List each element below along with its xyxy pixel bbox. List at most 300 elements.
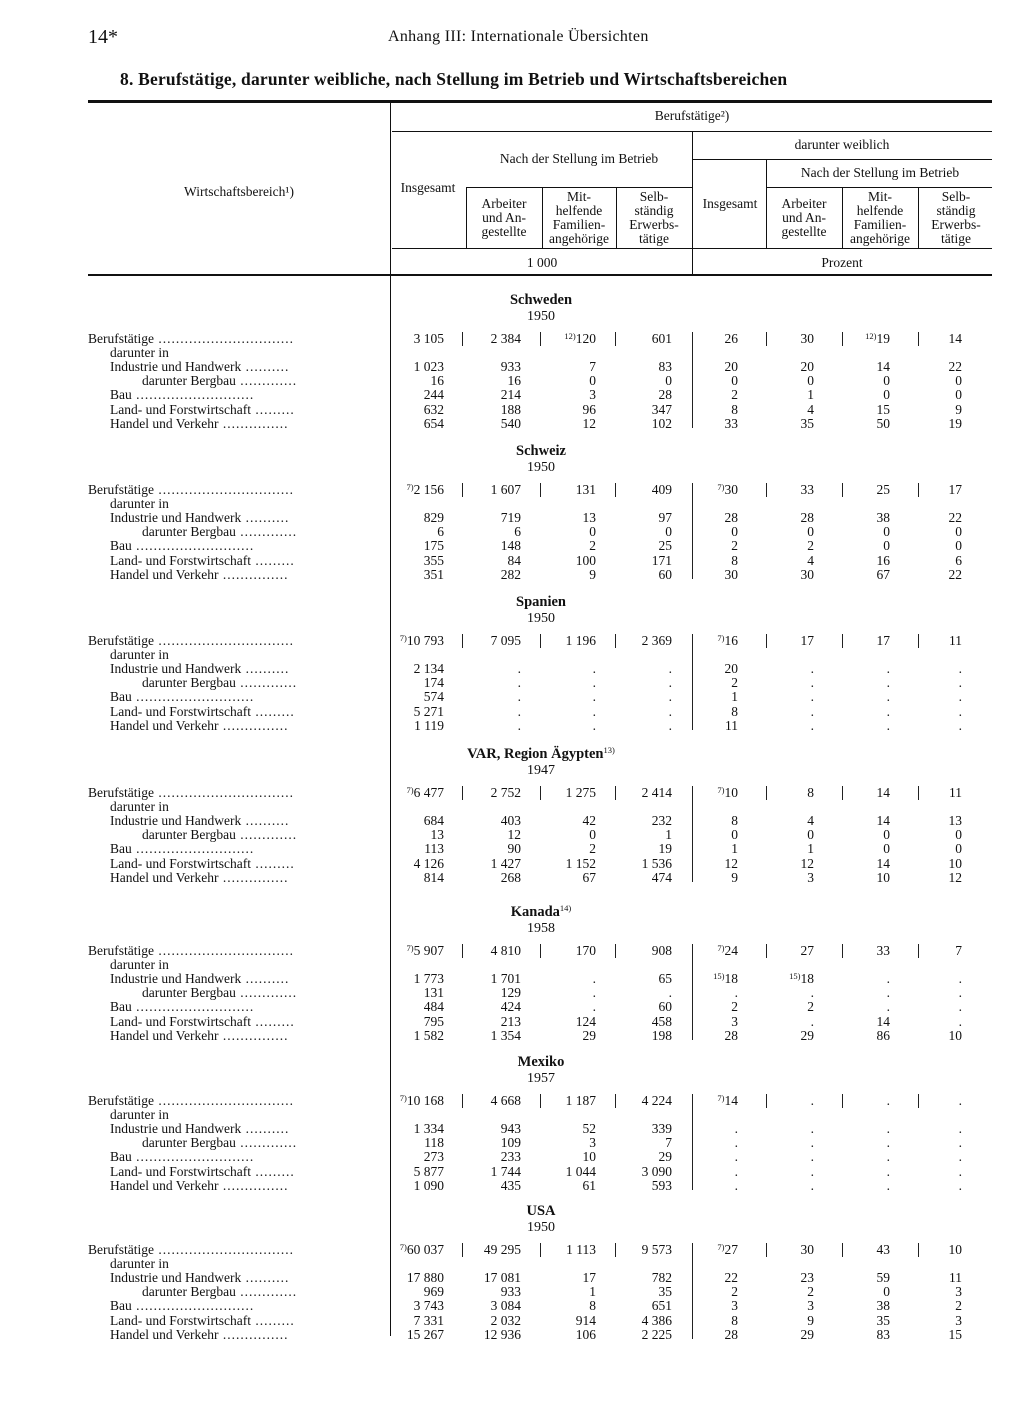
header-w-nach-stellung: Nach der Stellung im Betrieb	[800, 165, 960, 180]
cell-value: 2 752	[490, 785, 521, 800]
cell-value: .	[592, 971, 596, 987]
table-cell	[810, 525, 890, 539]
row-label-text: Handel und Verkehr	[110, 415, 219, 431]
table-cell	[516, 1094, 596, 1108]
table-cell	[658, 1136, 738, 1150]
table-cell	[441, 857, 521, 871]
cell-value: 25	[658, 538, 672, 554]
table-cell	[364, 1299, 444, 1313]
cell-value: .	[592, 717, 596, 733]
cell-value: 8	[731, 401, 738, 417]
cell-value: .	[958, 1135, 962, 1151]
row-label-text: Bau	[110, 841, 132, 857]
cell-value: 11	[949, 785, 962, 800]
cell-value: 35	[658, 1284, 672, 1300]
cell-value: 484	[423, 999, 444, 1015]
cell-value: .	[810, 1135, 814, 1151]
row-label-text: Land- und Forstwirtschaft	[110, 552, 251, 568]
table-cell	[658, 525, 738, 539]
table-cell	[441, 690, 521, 704]
table-cell	[882, 403, 962, 417]
table-cell	[516, 634, 596, 648]
leader-dots: ..........	[241, 510, 290, 526]
row-label-text: darunter in	[110, 957, 169, 973]
cell-value: .	[668, 985, 672, 1001]
cell-value: 11	[949, 633, 962, 648]
cell-value: 12 936	[483, 1326, 521, 1342]
table-cell	[810, 705, 890, 719]
table-cell	[441, 662, 521, 676]
table-cell	[516, 871, 596, 885]
cell-value: 16	[876, 552, 890, 568]
cell-value: 15	[948, 1326, 962, 1342]
table-cell	[734, 374, 814, 388]
table-cell	[658, 568, 738, 582]
cell-value: 4	[807, 813, 814, 829]
table-cell	[364, 1243, 444, 1257]
cell-value: 943	[500, 1121, 521, 1137]
cell-value: 43	[876, 1242, 890, 1257]
table-cell	[734, 986, 814, 1000]
cell-value: 474	[651, 869, 672, 885]
table-cell	[364, 814, 444, 828]
cell-value: .	[886, 1121, 890, 1137]
cell-value: 11	[725, 717, 738, 733]
header-rule-pos-top	[466, 187, 692, 188]
table-cell	[882, 1122, 962, 1136]
row-label-text: Berufstätige	[88, 1093, 154, 1108]
cell-value: 3	[807, 869, 814, 885]
section-year: 1958	[527, 921, 555, 936]
table-cell	[441, 1243, 521, 1257]
table-cell	[364, 786, 444, 800]
cell-value: 129	[500, 985, 521, 1001]
header-w-insgesamt: Insgesamt	[702, 196, 758, 211]
header-selbst-line: tätige	[639, 231, 669, 246]
cell-value: 6	[437, 524, 444, 540]
cell-value: .	[958, 1149, 962, 1165]
cell-value: .	[592, 985, 596, 1001]
table-cell	[734, 676, 814, 690]
cell-value: 1 427	[490, 855, 521, 871]
cell-value: 23	[800, 1270, 814, 1286]
table-cell	[810, 554, 890, 568]
section-country: Spanien	[516, 594, 566, 610]
cell-value: 28	[724, 1326, 738, 1342]
section-country: Mexiko	[517, 1054, 565, 1070]
cell-value: 2	[589, 841, 596, 857]
table-cell	[882, 786, 962, 800]
table-cell	[882, 388, 962, 402]
row-label-text: darunter in	[110, 496, 169, 512]
table-cell	[810, 871, 890, 885]
footnote-ref: 7)	[399, 1093, 407, 1103]
leader-dots: .........	[250, 1013, 295, 1029]
header-rule-women-sub	[692, 159, 992, 160]
leader-dots: ...........................	[131, 1298, 255, 1314]
leader-dots: .............	[235, 524, 298, 540]
table-cell	[658, 944, 738, 958]
table-cell	[810, 1029, 890, 1043]
cell-value: 12	[582, 415, 596, 431]
table-cell	[734, 662, 814, 676]
cell-value: 106	[575, 1326, 596, 1342]
cell-value: 403	[500, 813, 521, 829]
cell-value: 18	[800, 971, 814, 987]
table-cell	[364, 568, 444, 582]
table-cell	[364, 1136, 444, 1150]
cell-value: .	[958, 661, 962, 677]
header-w-arbeiter	[768, 197, 840, 239]
page-number: 14*	[88, 26, 118, 48]
cell-value: 0	[665, 373, 672, 389]
row-label	[110, 417, 288, 431]
table-cell	[441, 1285, 521, 1299]
leader-dots: ...............................	[153, 943, 294, 958]
cell-value: 0	[807, 524, 814, 540]
header-mithelfende-line: angehörige	[549, 231, 609, 246]
cell-value: .	[886, 1177, 890, 1193]
table-cell	[441, 676, 521, 690]
cell-value: 38	[876, 510, 890, 526]
cell-value: 35	[800, 415, 814, 431]
cell-value: .	[886, 661, 890, 677]
table-cell	[734, 842, 814, 856]
cell-value: 347	[651, 401, 672, 417]
table-cell	[364, 1271, 444, 1285]
cell-value: 684	[423, 813, 444, 829]
table-cell	[441, 1299, 521, 1313]
cell-value: .	[886, 999, 890, 1015]
table-cell	[882, 1328, 962, 1342]
cell-value: 65	[658, 971, 672, 987]
cell-value: 1 113	[566, 1242, 596, 1257]
table-cell	[810, 676, 890, 690]
cell-value: 16	[430, 373, 444, 389]
table-cell	[516, 1150, 596, 1164]
table-cell	[810, 1094, 890, 1108]
header-rule-women	[692, 132, 693, 274]
table-cell	[516, 676, 596, 690]
row-label	[110, 1029, 288, 1043]
cell-value: .	[810, 1149, 814, 1165]
cell-value: .	[958, 675, 962, 691]
cell-value: 3	[731, 1013, 738, 1029]
row-label-text: Handel und Verkehr	[110, 1177, 219, 1193]
leader-dots: ...............................	[153, 482, 294, 497]
cell-value: 0	[589, 827, 596, 843]
cell-value: 8	[807, 785, 814, 800]
table-cell	[516, 1328, 596, 1342]
cell-value: 30	[800, 1242, 814, 1257]
cell-value: 1	[731, 841, 738, 857]
cell-value: 22	[948, 359, 962, 375]
cell-value: 1 275	[565, 785, 596, 800]
table-cell	[882, 1094, 962, 1108]
table-cell	[516, 554, 596, 568]
cell-value: .	[810, 985, 814, 1001]
table-cell	[658, 662, 738, 676]
cell-value: 4 224	[641, 1093, 672, 1108]
row-label	[110, 857, 295, 871]
table-cell	[734, 539, 814, 553]
cell-value: 10	[582, 1149, 596, 1165]
cell-value: 601	[651, 331, 672, 346]
cell-value: 4	[807, 552, 814, 568]
cell-value: 19	[658, 841, 672, 857]
cell-value: 0	[589, 373, 596, 389]
row-label-text: darunter Bergbau	[142, 985, 236, 1001]
header-w-arbeiter-line: Arbeiter	[781, 196, 827, 211]
cell-value: 25	[876, 482, 890, 497]
table-cell	[658, 1122, 738, 1136]
table-cell	[658, 1094, 738, 1108]
cell-value: 12	[800, 855, 814, 871]
cell-value: 0	[731, 827, 738, 843]
table-cell	[364, 511, 444, 525]
cell-value: 1 090	[413, 1177, 444, 1193]
cell-value: 20	[724, 661, 738, 677]
cell-value: 7	[955, 943, 962, 958]
row-label-text: Berufstätige	[88, 331, 154, 346]
footnote-ref: 7)	[717, 1242, 725, 1252]
cell-value: 0	[883, 827, 890, 843]
table-cell	[364, 972, 444, 986]
cell-value: 131	[423, 985, 444, 1001]
leader-dots: ...............	[218, 1326, 289, 1342]
leader-dots: ...........................	[131, 538, 255, 554]
leader-dots: ...............	[218, 566, 289, 582]
table-cell	[364, 374, 444, 388]
cell-value: 38	[876, 1298, 890, 1314]
table-cell	[516, 403, 596, 417]
table-cell	[364, 1285, 444, 1299]
cell-value: .	[592, 703, 596, 719]
table-cell	[441, 388, 521, 402]
table-cell	[364, 944, 444, 958]
table-cell	[882, 842, 962, 856]
footnote-ref: 7)	[399, 633, 407, 643]
table-cell	[658, 1285, 738, 1299]
running-head: Anhang III: Internationale Übersichten	[388, 28, 649, 45]
leader-dots: ...............	[218, 1177, 289, 1193]
row-label-text: Land- und Forstwirtschaft	[110, 401, 251, 417]
leader-dots: ..........	[241, 1270, 290, 1286]
row-label-text: Berufstätige	[88, 943, 154, 958]
table-cell	[882, 705, 962, 719]
table-cell	[882, 1271, 962, 1285]
cell-value: 10	[948, 1027, 962, 1043]
table-cell	[364, 403, 444, 417]
cell-value: .	[886, 703, 890, 719]
table-cell	[882, 1165, 962, 1179]
cell-value: .	[958, 689, 962, 705]
cell-value: 28	[800, 510, 814, 526]
table-cell	[658, 690, 738, 704]
table-cell	[734, 332, 814, 346]
table-cell	[516, 511, 596, 525]
cell-value: 540	[500, 415, 521, 431]
table-cell	[441, 1094, 521, 1108]
cell-value: .	[886, 971, 890, 987]
table-cell	[882, 944, 962, 958]
table-cell	[364, 719, 444, 733]
cell-value: .	[810, 1013, 814, 1029]
cell-value: 0	[731, 524, 738, 540]
table-cell	[516, 972, 596, 986]
cell-value: 10 793	[406, 633, 444, 648]
table-cell	[734, 1094, 814, 1108]
cell-value: 574	[423, 689, 444, 705]
cell-value: 14	[724, 1093, 738, 1108]
cell-value: 1 044	[565, 1163, 596, 1179]
cell-value: 2	[807, 1284, 814, 1300]
table-cell	[658, 1314, 738, 1328]
cell-value: 782	[651, 1270, 672, 1286]
cell-value: 16	[507, 373, 521, 389]
header-w-arbeiter-line: gestellte	[781, 224, 827, 239]
cell-value: 59	[876, 1270, 890, 1286]
row-label	[110, 842, 254, 856]
table-cell	[882, 554, 962, 568]
footnote-ref: 15)	[789, 971, 801, 982]
leader-dots: ...............................	[153, 331, 294, 346]
header-group-berufstaetige: Berufstätige²)	[654, 108, 730, 123]
table-cell	[516, 1243, 596, 1257]
table-cell	[364, 634, 444, 648]
cell-value: 2 156	[413, 482, 444, 497]
table-cell	[658, 986, 738, 1000]
cell-value: 7 095	[490, 633, 521, 648]
table-cell	[516, 814, 596, 828]
table-cell	[658, 786, 738, 800]
cell-value: .	[810, 717, 814, 733]
row-label	[142, 374, 297, 388]
cell-value: 20	[724, 359, 738, 375]
row-label	[88, 786, 294, 800]
table-cell	[516, 944, 596, 958]
table-cell	[441, 554, 521, 568]
table-cell	[882, 676, 962, 690]
cell-value: 30	[800, 566, 814, 582]
row-label	[110, 346, 169, 360]
table-cell	[441, 814, 521, 828]
cell-value: .	[734, 1163, 738, 1179]
header-w-mithelfende	[843, 190, 917, 246]
row-label	[110, 1122, 289, 1136]
cell-value: 2	[807, 999, 814, 1015]
row-label-text: Berufstätige	[88, 1242, 154, 1257]
cell-value: .	[668, 661, 672, 677]
header-rule-group	[392, 131, 992, 132]
table-cell	[882, 719, 962, 733]
cell-value: 14	[876, 1013, 890, 1029]
table-cell	[516, 705, 596, 719]
header-bottom-rule	[88, 274, 992, 276]
cell-value: 232	[651, 813, 672, 829]
table-cell	[882, 568, 962, 582]
cell-value: 1 536	[641, 855, 672, 871]
table-cell	[441, 1314, 521, 1328]
cell-value: 83	[876, 1326, 890, 1342]
table-cell	[658, 388, 738, 402]
row-label-text: Bau	[110, 538, 132, 554]
table-cell	[516, 525, 596, 539]
cell-value: 933	[500, 1284, 521, 1300]
table-cell	[364, 1094, 444, 1108]
row-label-text: Industrie und Handwerk	[110, 1121, 242, 1137]
cell-value: 8	[731, 1312, 738, 1328]
cell-value: 424	[500, 999, 521, 1015]
cell-value: 3 090	[641, 1163, 672, 1179]
cell-value: 282	[500, 566, 521, 582]
cell-value: 0	[955, 524, 962, 540]
cell-value: 6	[955, 552, 962, 568]
table-cell	[658, 511, 738, 525]
cell-value: 20	[800, 359, 814, 375]
cell-value: 3	[589, 1135, 596, 1151]
cell-value: 908	[651, 943, 672, 958]
header-top-rule	[88, 100, 992, 103]
cell-value: .	[810, 675, 814, 691]
header-arbeiter	[468, 197, 540, 239]
cell-value: 2 384	[490, 331, 521, 346]
row-label-text: Handel und Verkehr	[110, 1027, 219, 1043]
cell-value: 2	[731, 387, 738, 403]
table-cell	[810, 539, 890, 553]
cell-value: 13	[430, 827, 444, 843]
cell-value: 33	[876, 943, 890, 958]
row-label	[88, 1094, 294, 1108]
header-selbst-line: Erwerbs-	[629, 217, 679, 232]
table-cell	[734, 719, 814, 733]
leader-dots: ..........	[241, 359, 290, 375]
section-year: 1957	[527, 1071, 555, 1086]
table-cell	[658, 1000, 738, 1014]
table-cell	[441, 360, 521, 374]
table-cell	[658, 1029, 738, 1043]
table-cell	[810, 1328, 890, 1342]
table-cell	[441, 705, 521, 719]
cell-value: 651	[651, 1298, 672, 1314]
cell-value: 27	[800, 943, 814, 958]
row-label-text: Industrie und Handwerk	[110, 661, 242, 677]
leader-dots: ...............................	[153, 785, 294, 800]
table-cell	[882, 814, 962, 828]
cell-value: 86	[876, 1027, 890, 1043]
cell-value: 3	[955, 1312, 962, 1328]
leader-dots: ...............................	[153, 633, 294, 648]
footnote-ref: 12)	[865, 331, 877, 341]
table-cell	[364, 828, 444, 842]
table-cell	[441, 1029, 521, 1043]
cell-value: 10	[876, 869, 890, 885]
table-cell	[516, 857, 596, 871]
table-cell	[882, 634, 962, 648]
row-label	[110, 814, 289, 828]
row-label-text: darunter Bergbau	[142, 675, 236, 691]
cell-value: 814	[423, 869, 444, 885]
cell-value: 654	[423, 415, 444, 431]
row-label	[142, 828, 297, 842]
cell-value: 49 295	[483, 1242, 521, 1257]
table-cell	[441, 417, 521, 431]
table-cell	[516, 417, 596, 431]
table-cell	[734, 417, 814, 431]
table-cell	[810, 719, 890, 733]
table-cell	[810, 944, 890, 958]
cell-value: .	[517, 717, 521, 733]
